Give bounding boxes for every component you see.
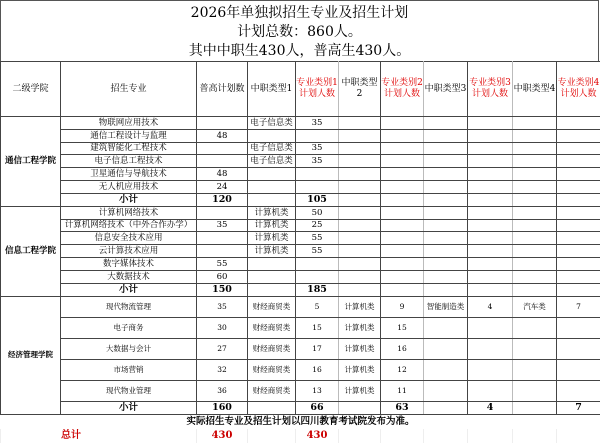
voc-type2-cell: [339, 142, 381, 155]
major-cell: 卫星通信与导航技术: [61, 168, 197, 181]
voc-type1-cell: 计算机类: [248, 245, 296, 258]
header-voc-type2: 中职类型2: [339, 62, 381, 117]
empty-cell: [248, 429, 296, 443]
voc-type4-cell: [513, 232, 557, 245]
empty-cell: [513, 401, 557, 414]
major-cell: 大数据与会计: [61, 338, 197, 359]
voc-type3-cell: [424, 117, 468, 130]
cat2-plan-cell: 9: [381, 296, 424, 317]
voc-type2-cell: [339, 180, 381, 193]
cat3-plan-cell: [468, 338, 513, 359]
subtotal-cat3: [468, 283, 513, 296]
voc-type4-cell: [513, 168, 557, 181]
subtotal-cat2: 63: [381, 401, 424, 414]
cat3-plan-cell: [468, 129, 513, 142]
major-cell: 现代物流管理: [61, 296, 197, 317]
header-cat4-plan: 专业类别4计划人数: [557, 62, 600, 117]
voc-type2-cell: [339, 245, 381, 258]
table-row: [1, 142, 600, 155]
cat4-plan-cell: [557, 245, 600, 258]
cat4-plan-cell: [557, 155, 600, 168]
voc-type4-cell: [513, 245, 557, 258]
major-cell: 现代物业管理: [61, 380, 197, 401]
cat2-plan-cell: [381, 155, 424, 168]
voc-type2-cell: 计算机类: [339, 380, 381, 401]
header-voc-type1: 中职类型1: [248, 62, 296, 117]
voc-type1-cell: 计算机类: [248, 206, 296, 219]
cat3-plan-cell: [468, 270, 513, 283]
header-college: 二级学院: [1, 62, 61, 117]
empty-cell: [468, 429, 513, 443]
cat2-plan-cell: 15: [381, 317, 424, 338]
major-cell: 电子商务: [61, 317, 197, 338]
subtotal-label: 小计: [61, 401, 197, 414]
enrollment-table: [0, 61, 600, 443]
general-plan-cell: 48: [197, 168, 248, 181]
cat3-plan-cell: [468, 232, 513, 245]
header-voc-type3: 中职类型3: [424, 62, 468, 117]
voc-type3-cell: [424, 142, 468, 155]
cat1-plan-cell: 13: [296, 380, 339, 401]
voc-type1-cell: 财经商贸类: [248, 359, 296, 380]
empty-cell: [424, 283, 468, 296]
voc-type4-cell: [513, 155, 557, 168]
table-row: [1, 219, 600, 232]
subtotal-row: [1, 401, 600, 414]
cat2-plan-cell: [381, 257, 424, 270]
cat3-plan-cell: [468, 206, 513, 219]
table-row: [1, 359, 600, 380]
table-row: [1, 129, 600, 142]
voc-type2-cell: [339, 206, 381, 219]
cat1-plan-cell: 25: [296, 219, 339, 232]
general-plan-cell: 32: [197, 359, 248, 380]
voc-type4-cell: [513, 206, 557, 219]
cat1-plan-cell: 35: [296, 117, 339, 130]
header-general-plan: 普高计划数: [197, 62, 248, 117]
empty-cell: [248, 193, 296, 206]
empty-cell: [424, 429, 468, 443]
cat1-plan-cell: [296, 270, 339, 283]
subtotal-cat4: 7: [557, 401, 600, 414]
table-row: [1, 245, 600, 258]
voc-type2-cell: [339, 270, 381, 283]
cat2-plan-cell: [381, 142, 424, 155]
voc-type2-cell: [339, 117, 381, 130]
voc-type2-cell: 计算机类: [339, 296, 381, 317]
major-cell: 云计算技术应用: [61, 245, 197, 258]
voc-type1-cell: 财经商贸类: [248, 317, 296, 338]
voc-type3-cell: [424, 270, 468, 283]
voc-type2-cell: 计算机类: [339, 338, 381, 359]
cat3-plan-cell: [468, 359, 513, 380]
major-cell: 市场营销: [61, 359, 197, 380]
general-plan-cell: [197, 245, 248, 258]
cat2-plan-cell: 12: [381, 359, 424, 380]
empty-cell: [513, 283, 557, 296]
cat4-plan-cell: [557, 206, 600, 219]
cat3-plan-cell: [468, 380, 513, 401]
voc-type2-cell: [339, 168, 381, 181]
cat1-plan-cell: [296, 168, 339, 181]
cat3-plan-cell: [468, 317, 513, 338]
cat2-plan-cell: [381, 117, 424, 130]
voc-type4-cell: 汽车类: [513, 296, 557, 317]
voc-type1-cell: [248, 168, 296, 181]
voc-type4-cell: [513, 317, 557, 338]
general-plan-cell: 27: [197, 338, 248, 359]
general-plan-cell: 30: [197, 317, 248, 338]
empty-cell: [424, 193, 468, 206]
cat4-plan-cell: [557, 219, 600, 232]
cat3-plan-cell: [468, 155, 513, 168]
cat2-plan-cell: [381, 206, 424, 219]
general-plan-cell: 48: [197, 129, 248, 142]
cat2-plan-cell: 11: [381, 380, 424, 401]
cat3-plan-cell: [468, 117, 513, 130]
cat2-plan-cell: [381, 245, 424, 258]
voc-type2-cell: [339, 155, 381, 168]
cat2-plan-cell: [381, 180, 424, 193]
plan-total-line: 计划总数：860人。: [237, 24, 362, 40]
cat1-plan-cell: 35: [296, 155, 339, 168]
cat1-plan-cell: 5: [296, 296, 339, 317]
general-plan-cell: 36: [197, 380, 248, 401]
general-plan-cell: [197, 117, 248, 130]
voc-type3-cell: [424, 180, 468, 193]
footnote: 实际招生专业及招生计划以四川教育考试院发布为准。: [186, 415, 415, 427]
header-voc-type4: 中职类型4: [513, 62, 557, 117]
voc-type1-cell: 财经商贸类: [248, 296, 296, 317]
cat1-plan-cell: 55: [296, 245, 339, 258]
cat3-plan-cell: 4: [468, 296, 513, 317]
header-cat1-plan: 专业类别1计划人数: [296, 62, 339, 117]
subtotal-cat1: 105: [296, 193, 339, 206]
subtotal-cat1: 66: [296, 401, 339, 414]
subtotal-cat2: [381, 283, 424, 296]
title-block: [0, 0, 599, 61]
voc-type4-cell: [513, 380, 557, 401]
voc-type1-cell: [248, 270, 296, 283]
cat4-plan-cell: [557, 168, 600, 181]
cat4-plan-cell: [557, 270, 600, 283]
major-cell: 建筑智能化工程技术: [61, 142, 197, 155]
voc-type3-cell: [424, 129, 468, 142]
subtotal-general: 120: [197, 193, 248, 206]
general-plan-cell: [197, 142, 248, 155]
total-general: 430: [197, 429, 248, 443]
cat1-plan-cell: 35: [296, 142, 339, 155]
voc-type3-cell: [424, 380, 468, 401]
voc-type3-cell: [424, 257, 468, 270]
subtotal-label: 小计: [61, 193, 197, 206]
voc-type3-cell: [424, 245, 468, 258]
table-row: [1, 168, 600, 181]
voc-type1-cell: 计算机类: [248, 219, 296, 232]
cat2-plan-cell: [381, 129, 424, 142]
cat4-plan-cell: [557, 180, 600, 193]
voc-type3-cell: [424, 359, 468, 380]
cat4-plan-cell: [557, 338, 600, 359]
voc-type2-cell: 计算机类: [339, 359, 381, 380]
empty-cell: [339, 429, 381, 443]
cat2-plan-cell: [381, 270, 424, 283]
table-row: [1, 270, 600, 283]
subtotal-cat4: [557, 283, 600, 296]
general-plan-cell: 35: [197, 219, 248, 232]
voc-type4-cell: [513, 117, 557, 130]
cat3-plan-cell: [468, 245, 513, 258]
voc-type4-cell: [513, 270, 557, 283]
voc-type1-cell: [248, 257, 296, 270]
cat2-plan-cell: 16: [381, 338, 424, 359]
empty-cell: [513, 193, 557, 206]
cat4-plan-cell: 7: [557, 296, 600, 317]
subtotal-cat2: [381, 193, 424, 206]
cat4-plan-cell: [557, 257, 600, 270]
voc-type1-cell: [248, 180, 296, 193]
subtotal-cat4: [557, 193, 600, 206]
empty-cell: [339, 283, 381, 296]
college-cell: 信息工程学院: [1, 206, 61, 296]
empty-cell: [557, 429, 600, 443]
cat4-plan-cell: [557, 317, 600, 338]
general-plan-cell: [197, 206, 248, 219]
empty-cell: [424, 401, 468, 414]
general-plan-cell: 60: [197, 270, 248, 283]
cat4-plan-cell: [557, 129, 600, 142]
general-plan-cell: [197, 155, 248, 168]
voc-type1-cell: 财经商贸类: [248, 380, 296, 401]
cat3-plan-cell: [468, 257, 513, 270]
table-row: [1, 338, 600, 359]
major-cell: 大数据技术: [61, 270, 197, 283]
table-row: [1, 117, 600, 130]
cat1-plan-cell: [296, 180, 339, 193]
cat3-plan-cell: [468, 219, 513, 232]
voc-type2-cell: [339, 219, 381, 232]
cat2-plan-cell: [381, 219, 424, 232]
voc-type3-cell: 智能制造类: [424, 296, 468, 317]
general-plan-cell: 35: [197, 296, 248, 317]
table-row: [1, 257, 600, 270]
college-cell: 通信工程学院: [1, 117, 61, 207]
voc-type1-cell: 计算机类: [248, 232, 296, 245]
voc-type3-cell: [424, 338, 468, 359]
cat4-plan-cell: [557, 142, 600, 155]
voc-type3-cell: [424, 219, 468, 232]
subtotal-cat3: 4: [468, 401, 513, 414]
header-row: [1, 62, 600, 117]
subtotal-general: 160: [197, 401, 248, 414]
voc-type4-cell: [513, 338, 557, 359]
subtotal-cat3: [468, 193, 513, 206]
major-cell: 计算机网络技术（中外合作办学）: [61, 219, 197, 232]
empty-cell: [248, 283, 296, 296]
total-row: [1, 429, 600, 443]
voc-type4-cell: [513, 257, 557, 270]
table-row: [1, 317, 600, 338]
major-cell: 数字媒体技术: [61, 257, 197, 270]
cat1-plan-cell: [296, 257, 339, 270]
voc-type1-cell: 电子信息类: [248, 142, 296, 155]
cat2-plan-cell: [381, 168, 424, 181]
subtotal-general: 150: [197, 283, 248, 296]
cat4-plan-cell: [557, 232, 600, 245]
empty-cell: [248, 401, 296, 414]
cat3-plan-cell: [468, 142, 513, 155]
voc-type3-cell: [424, 155, 468, 168]
subtotal-row: [1, 193, 600, 206]
major-cell: 电子信息工程技术: [61, 155, 197, 168]
table-row: [1, 380, 600, 401]
total-vocational: 430: [296, 429, 339, 443]
plan-breakdown-line: 其中中职生430人，普高生430人。: [188, 43, 411, 59]
subtotal-row: [1, 283, 600, 296]
total-label: 总计: [1, 429, 197, 443]
table-row: [1, 206, 600, 219]
cat4-plan-cell: [557, 359, 600, 380]
voc-type4-cell: [513, 180, 557, 193]
cat2-plan-cell: [381, 232, 424, 245]
table-row: [1, 180, 600, 193]
subtotal-cat1: 185: [296, 283, 339, 296]
voc-type4-cell: [513, 142, 557, 155]
voc-type4-cell: [513, 359, 557, 380]
empty-cell: [339, 401, 381, 414]
major-cell: 无人机应用技术: [61, 180, 197, 193]
voc-type4-cell: [513, 129, 557, 142]
cat3-plan-cell: [468, 168, 513, 181]
voc-type3-cell: [424, 168, 468, 181]
cat4-plan-cell: [557, 380, 600, 401]
voc-type2-cell: [339, 232, 381, 245]
empty-cell: [381, 429, 424, 443]
major-cell: 通信工程设计与监理: [61, 129, 197, 142]
voc-type1-cell: [248, 129, 296, 142]
cat4-plan-cell: [557, 117, 600, 130]
cat1-plan-cell: [296, 129, 339, 142]
empty-cell: [513, 429, 557, 443]
cat1-plan-cell: 15: [296, 317, 339, 338]
voc-type3-cell: [424, 317, 468, 338]
page-title: 2026年单独拟招生专业及招生计划: [190, 5, 409, 21]
general-plan-cell: [197, 232, 248, 245]
voc-type1-cell: 电子信息类: [248, 155, 296, 168]
general-plan-cell: 24: [197, 180, 248, 193]
cat1-plan-cell: 16: [296, 359, 339, 380]
cat1-plan-cell: 17: [296, 338, 339, 359]
general-plan-cell: 55: [197, 257, 248, 270]
cat3-plan-cell: [468, 180, 513, 193]
major-cell: 物联网应用技术: [61, 117, 197, 130]
voc-type2-cell: [339, 257, 381, 270]
note-row: [1, 414, 600, 429]
major-cell: 计算机网络技术: [61, 206, 197, 219]
header-cat3-plan: 专业类别3计划人数: [468, 62, 513, 117]
table-row: [1, 296, 600, 317]
voc-type2-cell: 计算机类: [339, 317, 381, 338]
header-major: 招生专业: [61, 62, 197, 117]
voc-type4-cell: [513, 219, 557, 232]
college-cell: 经济管理学院: [1, 296, 61, 414]
empty-cell: [339, 193, 381, 206]
voc-type2-cell: [339, 129, 381, 142]
subtotal-label: 小计: [61, 283, 197, 296]
header-cat2-plan: 专业类别2计划人数: [381, 62, 424, 117]
cat1-plan-cell: 55: [296, 232, 339, 245]
voc-type3-cell: [424, 232, 468, 245]
table-row: [1, 232, 600, 245]
voc-type1-cell: 财经商贸类: [248, 338, 296, 359]
cat1-plan-cell: 50: [296, 206, 339, 219]
major-cell: 信息安全技术应用: [61, 232, 197, 245]
voc-type1-cell: 电子信息类: [248, 117, 296, 130]
voc-type3-cell: [424, 206, 468, 219]
table-row: [1, 155, 600, 168]
